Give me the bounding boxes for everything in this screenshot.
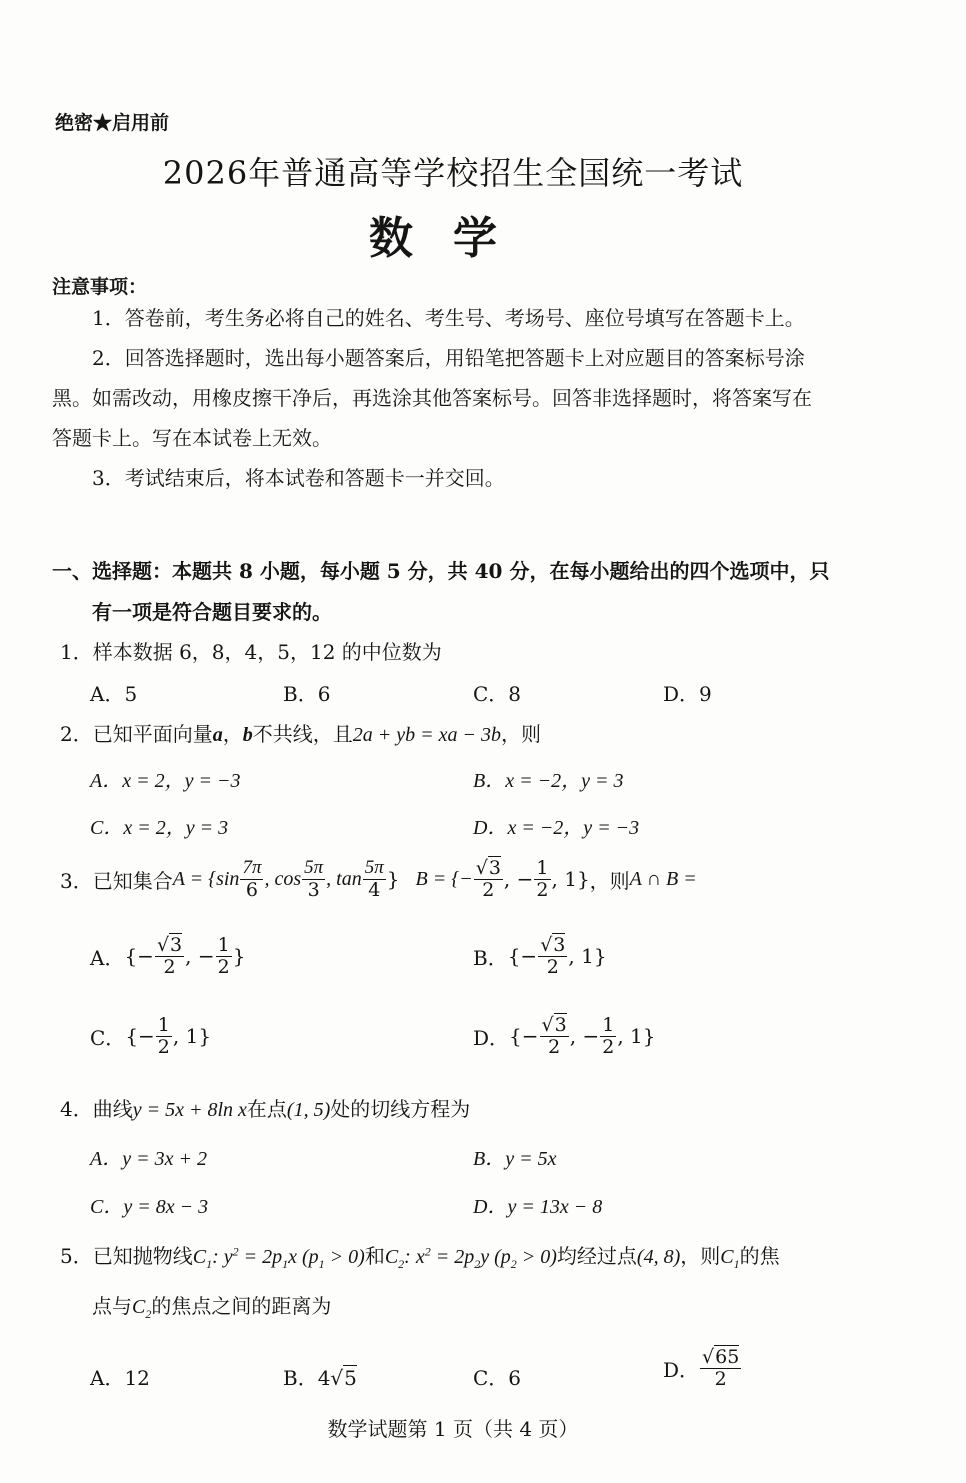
question-3-stem: [60, 858, 697, 901]
question-3-option-c: C． {− $\frac{1}{2}$ , 1}: [90, 1014, 212, 1058]
fraction-sqrt3-2: $\frac{√3}{2}$: [156, 934, 183, 978]
question-5-number: 5．: [60, 1244, 93, 1268]
notice-item-2-line-3: 答题卡上。写在本试卷上无效。: [52, 426, 332, 450]
fraction-sqrt3-2: $\frac{√3}{2}$: [541, 1014, 567, 1058]
question-5-option-c: C．6: [473, 1366, 522, 1390]
option-label: D．: [663, 1357, 700, 1382]
question-4-option-a: A．y = 3x + 2: [90, 1148, 207, 1170]
notice-heading: 注意事项：: [52, 276, 148, 298]
notice-item-2-line-2: 黑。如需改动，用橡皮擦干净后，再选涂其他答案标号。回答非选择题时，将答案写在: [52, 386, 812, 410]
question-5-text-4: ，则: [680, 1244, 721, 1268]
vector-b: b: [242, 724, 253, 746]
radicand: 5: [344, 1366, 357, 1390]
fraction-1-2: $\frac{1}{2}$: [602, 1014, 615, 1058]
question-5-stem: [60, 1240, 780, 1272]
question-5-text-3: 均经过点: [556, 1244, 637, 1268]
question-5-text-5: 的焦: [739, 1244, 780, 1268]
question-2-option-c: C．x = 2，y = 3: [90, 817, 229, 839]
set-b-open: B = {−: [415, 867, 473, 890]
set-b-close: , 1}: [551, 867, 590, 892]
question-2-option-a: A．x = 2，y = −3: [90, 770, 241, 792]
fraction-1-2: $\frac{1}{2}$: [157, 1014, 170, 1058]
option-label: A．: [90, 945, 125, 970]
question-3-option-d: D． {− $\frac{√3}{2}$ , − $\frac{1}{2}$ , 1}: [473, 1014, 656, 1058]
separator: ，: [222, 722, 243, 746]
question-4-option-c: C．y = 8x − 3: [90, 1196, 209, 1218]
question-1-option-d: D．9: [663, 682, 712, 706]
common-point: (4, 8): [636, 1246, 681, 1268]
question-2-text-2: 不共线，且: [252, 722, 353, 746]
question-3-number: 3．: [60, 868, 93, 893]
question-2-stem: [60, 718, 541, 747]
question-5-text-6: 点与: [92, 1294, 132, 1318]
vector-a: a: [212, 724, 223, 746]
set-a-open: A = {sin: [172, 867, 240, 890]
question-2-option-b: B．x = −2，y = 3: [473, 770, 624, 792]
intersection-expression: A ∩ B =: [629, 867, 697, 890]
notice-item-1: 1．答卷前，考生务必将自己的姓名、考生号、考场号、座位号填写在答题卡上。: [92, 306, 805, 330]
question-5-option-b: B．4√5: [283, 1366, 357, 1390]
fraction-1-2: $\frac{1}{2}$: [536, 857, 549, 901]
fraction-sqrt65-2: $\frac{√65}{2}$: [702, 1346, 740, 1390]
question-2-text-3: ，则: [500, 722, 541, 746]
question-5-stem-line-2: [92, 1290, 331, 1322]
fraction-5pi-3: $\frac{5\pi}{3}$: [304, 857, 324, 901]
question-5-text-2: 和: [364, 1244, 385, 1268]
question-2-option-d: D．x = −2，y = −3: [473, 817, 640, 839]
set-a-close: }: [386, 867, 400, 892]
question-4-number: 4．: [60, 1097, 93, 1121]
section-heading-line-1: 一、选择题：本题共 8 小题，每小题 5 分，共 40 分，在每小题给出的四个选项中，只: [52, 559, 830, 583]
question-5-option-d: [663, 1347, 742, 1390]
tangent-point: (1, 5): [286, 1099, 331, 1121]
question-5-text: 已知抛物线: [92, 1244, 193, 1268]
question-2-number: 2．: [60, 722, 93, 746]
fraction-sqrt3-2: $\frac{√3}{2}$: [475, 857, 501, 901]
question-3-option-a: A． {− $\frac{√3}{2}$ , − $\frac{1}{2}$ }: [90, 934, 246, 978]
question-5-text-7: 的焦点之间的距离为: [151, 1294, 332, 1318]
question-4-option-b: B．y = 5x: [473, 1148, 557, 1170]
notice-item-3: 3．考试结束后，将本试卷和答题卡一并交回。: [92, 466, 505, 490]
c2-label: $C_2$: [132, 1296, 152, 1321]
parabola-c2-equation: $C_2$: $x^2 = 2p_2y$ $(p_2 > 0)$: [384, 1244, 557, 1271]
curve-equation: y = 5x + 8ln x: [132, 1099, 247, 1121]
question-4-text-3: 处的切线方程为: [330, 1097, 471, 1121]
fraction-5pi-4: $\frac{5\pi}{4}$: [364, 857, 384, 901]
question-1-stem: 1．样本数据 6，8，4，5，12 的中位数为: [60, 640, 442, 664]
question-1-option-c: C．8: [473, 682, 522, 706]
c1-label: $C_1$: [720, 1246, 740, 1271]
exam-title: 2026年普通高等学校招生全国统一考试: [162, 154, 744, 192]
section-heading-line-2: 有一项是符合题目要求的。: [92, 600, 332, 624]
option-label: B．4: [283, 1366, 331, 1390]
option-label: D．: [473, 1025, 510, 1050]
notice-item-2-line-1: 2．回答选择题时，选出每小题答案后，用铅笔把答题卡上对应题目的答案标号涂: [92, 346, 805, 370]
question-3-text-2: ，则: [589, 868, 630, 893]
cos-label: , cos: [264, 867, 302, 890]
fraction-7pi-6: $\frac{7\pi}{6}$: [242, 857, 262, 901]
fraction-sqrt3-2: $\frac{√3}{2}$: [540, 934, 566, 978]
question-3-option-b: B． {− $\frac{√3}{2}$ , 1}: [473, 934, 607, 978]
parabola-c1-equation: $C_1$: $y^2 = 2p_1x$ $(p_1 > 0)$: [192, 1244, 365, 1271]
comma-neg: , −: [503, 867, 534, 892]
option-label: B．: [473, 945, 508, 970]
fraction-1-2: $\frac{1}{2}$: [217, 934, 230, 978]
question-4-text: 曲线: [92, 1097, 133, 1121]
vector-equation: 2a + yb = xa − 3b: [352, 724, 501, 746]
question-4-text-2: 在点: [246, 1097, 287, 1121]
subject-title: 数学: [369, 213, 537, 264]
tan-label: , tan: [326, 867, 362, 890]
confidential-mark: 绝密★启用前: [55, 112, 170, 134]
page-footer: 数学试题第 1 页（共 4 页）: [327, 1417, 579, 1441]
question-5-option-a: A．12: [90, 1366, 150, 1390]
question-1-option-b: B．6: [283, 682, 331, 706]
question-4-stem: [60, 1093, 470, 1122]
question-2-text: 已知平面向量: [92, 722, 213, 746]
question-3-text: 已知集合: [92, 868, 173, 893]
question-4-option-d: D．y = 13x − 8: [473, 1196, 603, 1218]
question-1-option-a: A．5: [90, 682, 138, 706]
option-label: C．: [90, 1025, 126, 1050]
